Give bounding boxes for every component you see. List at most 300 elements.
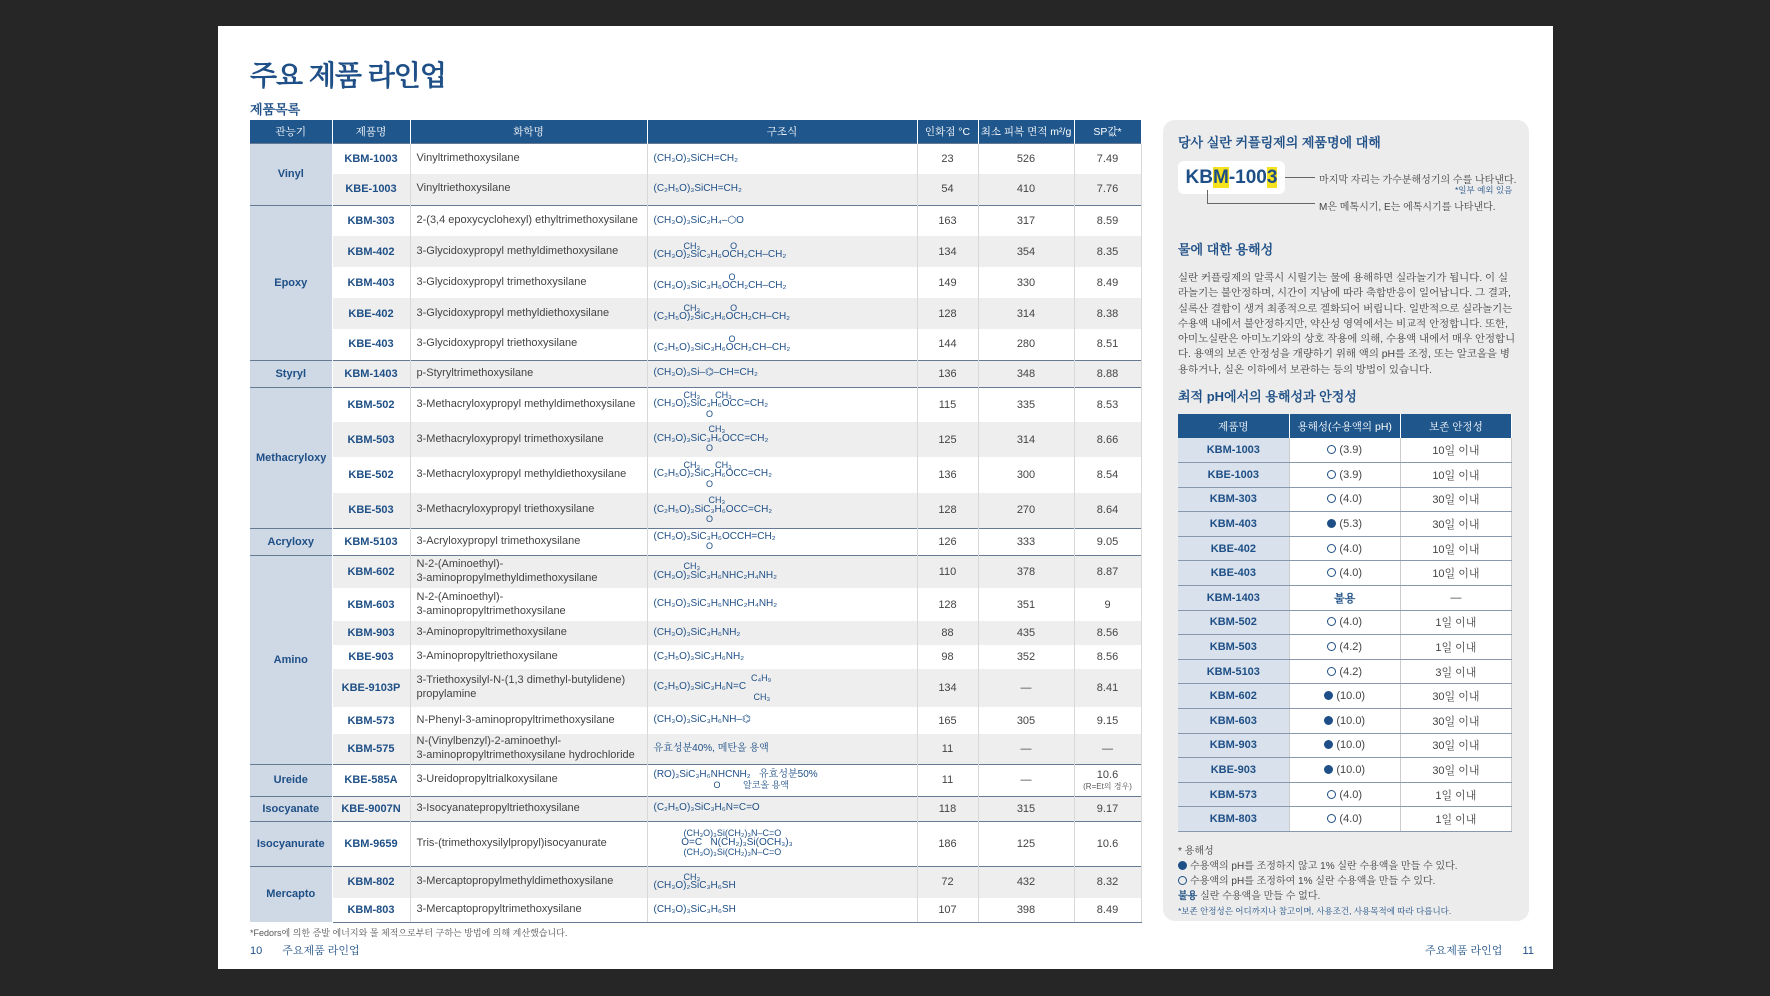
formula-bottom: CH₃	[683, 691, 771, 702]
min-coverage-area: 410	[978, 174, 1074, 205]
product-code: KBM-403	[1178, 512, 1289, 537]
chemical-name: 3-Glycidoxypropyl methyldimethoxysilane	[410, 236, 647, 267]
formula-top: CH₃ CH₃	[683, 459, 732, 470]
ph-value: (10.0)	[1336, 690, 1366, 703]
sp-number: 8.53	[1096, 398, 1119, 411]
formula-main: (CH₃O)₃SiCH=CH₂	[653, 152, 739, 164]
table-row	[250, 236, 1141, 267]
sp-value	[1074, 267, 1141, 298]
filled-circle-icon	[1324, 716, 1333, 725]
chemical-name: 3-Mercaptopropylmethyldimethoxysilane	[410, 866, 647, 898]
product-code: KBM-1003	[1178, 438, 1289, 463]
table-row	[250, 707, 1141, 734]
table-row	[250, 898, 1141, 922]
flash-point: 128	[917, 493, 978, 528]
min-coverage-area: 348	[978, 360, 1074, 387]
solubility	[1289, 438, 1400, 463]
min-coverage-area: 333	[978, 528, 1074, 555]
flash-point: 136	[917, 457, 978, 493]
sp-number: 10.6	[1096, 837, 1119, 850]
sp-value	[1074, 866, 1141, 898]
table-header-row	[1178, 414, 1512, 438]
chemical-name: 3-Glycidoxypropyl trimethoxysilane	[410, 267, 647, 298]
flash-point: 72	[917, 866, 978, 898]
sp-value	[1074, 493, 1141, 528]
product-code: KBE-903	[332, 645, 410, 669]
chemical-name: 3-Triethoxysilyl-N-(1,3 dimethyl-butylidene) propylamine	[410, 669, 647, 707]
connector-line	[1207, 190, 1315, 204]
sp-value	[1074, 329, 1141, 360]
flash-point: 149	[917, 267, 978, 298]
flash-point: 107	[917, 898, 978, 922]
structural-formula	[647, 387, 917, 422]
structural-formula	[647, 796, 917, 821]
open-circle-icon	[1327, 470, 1336, 479]
notes-head: * 용해성	[1178, 846, 1214, 857]
min-coverage-area: 317	[978, 205, 1074, 236]
solubility: 불용	[1289, 586, 1400, 611]
sp-number: 8.49	[1096, 903, 1119, 916]
ph-value: (3.9)	[1339, 468, 1363, 481]
chemical-name: 3-Methacryloxypropyl trimethoxysilane	[410, 422, 647, 457]
chemical-name: Tris-(trimethoxysilylpropyl)isocyanurate	[410, 821, 647, 866]
note-insoluble	[1178, 889, 1458, 904]
open-circle-icon	[1327, 667, 1336, 676]
product-code: KBM-803	[332, 898, 410, 922]
structural-formula	[647, 821, 917, 866]
stability-note: *보존 안정성은 어디까지나 참고이며, 사용조건, 사용목적에 따라 다릅니다.	[1178, 906, 1452, 916]
structural-formula	[647, 329, 917, 360]
product-code: KBM-603	[1178, 709, 1289, 734]
table-row	[250, 734, 1141, 764]
chemical-name: 3-Mercaptopropyltrimethoxysilane	[410, 898, 647, 922]
flash-point: 136	[917, 360, 978, 387]
column-header: 제품명	[332, 120, 410, 143]
flash-point: 128	[917, 298, 978, 329]
storage-stability: 10일 이내	[1400, 463, 1511, 488]
formula-main: (CH₃O)₃Si–⌬–CH=CH₂	[653, 367, 758, 379]
note-filled	[1178, 859, 1458, 874]
structural-formula	[647, 298, 917, 329]
column-header: 인화점 °C	[917, 120, 978, 143]
chemical-name: 3-Isocyanatepropyltriethoxysilane	[410, 796, 647, 821]
code-part: KB	[1185, 167, 1213, 188]
product-code: KBM-1003	[332, 143, 410, 174]
formula-main: (CH₃O)₃SiC₃H₆OCCH=CH₂	[653, 530, 776, 542]
sp-number: —	[1102, 742, 1113, 755]
ph-value: (10.0)	[1336, 714, 1366, 727]
chemical-name: N-2-(Aminoethyl)- 3-aminopropyltrimethoxysilane	[410, 588, 647, 621]
product-code: KBE-402	[1178, 536, 1289, 561]
filled-circle-icon	[1324, 765, 1333, 774]
ph-table-title: 최적 pH에서의 용해성과 안정성	[1178, 389, 1357, 404]
page-number: 10	[250, 945, 263, 957]
open-circle-icon	[1327, 642, 1336, 651]
structural-formula	[647, 174, 917, 205]
formula-bottom: O	[683, 478, 714, 489]
footer-label: 주요제품 라인업	[1425, 945, 1503, 957]
min-coverage-area: —	[978, 764, 1074, 796]
formula-main: (CH₃O)₃SiC₃H₆NH₂	[653, 626, 741, 638]
product-code: KBM-502	[332, 387, 410, 422]
product-code: KBM-573	[1178, 782, 1289, 807]
legend-notes	[1178, 844, 1458, 919]
formula-main: (RO)₃SiC₃H₆NHCNH₂ 유효성분50%	[653, 769, 818, 781]
flash-point: 125	[917, 422, 978, 457]
flash-point: 163	[917, 205, 978, 236]
table-row	[250, 360, 1141, 387]
structural-formula	[647, 422, 917, 457]
sp-value	[1074, 298, 1141, 329]
formula-main: (CH₃O)₃SiC₃H₆NH–⌬	[653, 714, 751, 726]
group-cell: Isocyanurate	[250, 821, 332, 866]
sp-number: 9	[1104, 598, 1111, 611]
sp-value	[1074, 669, 1141, 707]
min-coverage-area: 352	[978, 645, 1074, 669]
sp-value	[1074, 387, 1141, 422]
structural-formula	[647, 669, 917, 707]
min-coverage-area: —	[978, 669, 1074, 707]
formula-main: (CH₃O)₂SiC₃H₆SH	[653, 880, 736, 892]
chemical-name: 3-Acryloxypropyl trimethoxysilane	[410, 528, 647, 555]
chemical-name: 3-Ureidopropyltrialkoxysilane	[410, 764, 647, 796]
flash-point: 165	[917, 707, 978, 734]
sp-value	[1074, 898, 1141, 922]
formula-main: (C₂H₅O)₃SiC₃H₆OCH₂CH–CH₂	[653, 342, 791, 354]
product-code: KBE-1003	[1178, 463, 1289, 488]
table-row	[1178, 586, 1512, 611]
min-coverage-area: 378	[978, 555, 1074, 588]
min-coverage-area: 125	[978, 821, 1074, 866]
sp-value	[1074, 360, 1141, 387]
formula-top: CH₃	[683, 495, 726, 506]
structural-formula	[647, 267, 917, 298]
table-row	[1178, 438, 1512, 463]
table-row	[1178, 807, 1512, 832]
chemical-name: 3-Methacryloxypropyl methyldimethoxysilane	[410, 387, 647, 422]
flash-point: 98	[917, 645, 978, 669]
sp-number: 8.87	[1096, 565, 1119, 578]
sp-value	[1074, 174, 1141, 205]
column-header: 화학명	[410, 120, 647, 143]
solubility	[1289, 684, 1400, 709]
product-code: KBM-5103	[1178, 659, 1289, 684]
solubility	[1289, 610, 1400, 635]
table-row	[250, 143, 1141, 174]
code-highlight: M	[1213, 167, 1229, 188]
product-code: KBM-802	[332, 866, 410, 898]
ph-value: (10.0)	[1336, 739, 1366, 752]
ph-value: (4.0)	[1339, 567, 1363, 580]
flash-point: 11	[917, 734, 978, 764]
sp-number: 9.15	[1096, 714, 1119, 727]
formula-top: O	[683, 333, 736, 344]
ph-value: (4.0)	[1339, 493, 1363, 506]
sp-value	[1074, 734, 1141, 764]
solubility	[1289, 758, 1400, 783]
naming-title: 당사 실란 커플링제의 제품명에 대해	[1178, 135, 1381, 150]
sp-number: 8.56	[1096, 651, 1119, 663]
min-coverage-area: —	[978, 734, 1074, 764]
formula-bottom: O	[683, 408, 714, 419]
min-coverage-area: 270	[978, 493, 1074, 528]
formula-main: (CH₃O)₃SiC₃H₆OCH₂CH–CH₂	[653, 280, 787, 292]
structural-formula	[647, 360, 917, 387]
sp-number: 8.38	[1096, 307, 1119, 320]
structural-formula	[647, 588, 917, 621]
table-row	[250, 645, 1141, 669]
product-code: KBE-503	[332, 493, 410, 528]
group-cell: Mercapto	[250, 866, 332, 922]
solubility	[1289, 536, 1400, 561]
product-code: KBM-573	[332, 707, 410, 734]
min-coverage-area: 314	[978, 298, 1074, 329]
solubility	[1289, 463, 1400, 488]
sp-value	[1074, 555, 1141, 588]
flash-point: 144	[917, 329, 978, 360]
group-cell: Amino	[250, 555, 332, 764]
min-coverage-area: 305	[978, 707, 1074, 734]
product-code: KBE-502	[332, 457, 410, 493]
solubility	[1289, 807, 1400, 832]
flash-point: 115	[917, 387, 978, 422]
note-text: 실란 수용액을 만들 수 없다.	[1200, 891, 1321, 902]
solubility	[1289, 561, 1400, 586]
table-row	[250, 555, 1141, 588]
chemical-name: p-Styryltrimethoxysilane	[410, 360, 647, 387]
product-code: KBE-403	[1178, 561, 1289, 586]
product-code: KBE-1003	[332, 174, 410, 205]
ph-value: (4.2)	[1339, 641, 1363, 654]
product-code: KBE-9103P	[332, 669, 410, 707]
filled-circle-icon	[1178, 861, 1187, 870]
solubility-title: 물에 대한 용해성	[1178, 242, 1274, 257]
sp-number: 8.88	[1096, 367, 1119, 380]
storage-stability: 30일 이내	[1400, 487, 1511, 512]
info-panel	[1163, 120, 1529, 921]
brochure-spread	[218, 26, 1553, 969]
ph-table	[1178, 414, 1512, 832]
min-coverage-area: 335	[978, 387, 1074, 422]
flash-point: 11	[917, 764, 978, 796]
min-coverage-area: 351	[978, 588, 1074, 621]
formula-bottom: O 알코올 용액	[683, 779, 789, 790]
sp-note: (R=Et의 경우)	[1083, 781, 1132, 791]
table-row	[250, 387, 1141, 422]
table-row	[1178, 536, 1512, 561]
product-code: KBM-603	[332, 588, 410, 621]
formula-main: (C₂H₅O)₃SiCH=CH₂	[653, 183, 742, 194]
flash-point: 186	[917, 821, 978, 866]
structural-formula	[647, 734, 917, 764]
structural-formula	[647, 898, 917, 922]
ph-value: (10.0)	[1336, 764, 1366, 777]
min-coverage-area: 314	[978, 422, 1074, 457]
flash-point: 23	[917, 143, 978, 174]
page-number: 11	[1522, 945, 1534, 957]
formula-main: (CH₃O)₂SiC₃H₆OCH₂CH–CH₂	[653, 249, 787, 261]
structural-formula	[647, 205, 917, 236]
filled-circle-icon	[1324, 691, 1333, 700]
connector-line	[1285, 177, 1315, 178]
column-header: 용해성(수용액의 pH)	[1289, 414, 1400, 438]
formula-top: CH₃ O	[683, 241, 738, 252]
sp-value	[1074, 143, 1141, 174]
solubility	[1289, 709, 1400, 734]
sp-number: 8.66	[1096, 433, 1119, 446]
footer-label: 주요제품 라인업	[282, 945, 360, 957]
formula-top: CH₃	[683, 561, 701, 572]
open-circle-icon	[1327, 617, 1336, 626]
group-cell: Vinyl	[250, 143, 332, 205]
product-code: KBE-402	[332, 298, 410, 329]
product-code: KBE-585A	[332, 764, 410, 796]
naming-note: 마지막 자리는 가수분해성기의 수를 나타낸다.	[1319, 175, 1517, 186]
table-row	[250, 764, 1141, 796]
storage-stability: 1일 이내	[1400, 807, 1511, 832]
sp-value	[1074, 457, 1141, 493]
table-row	[250, 174, 1141, 205]
structural-formula	[647, 493, 917, 528]
table-row	[250, 457, 1141, 493]
product-code: KBM-1403	[332, 360, 410, 387]
table-row	[250, 493, 1141, 528]
group-cell: Epoxy	[250, 205, 332, 360]
product-code: KBM-402	[332, 236, 410, 267]
table-row	[250, 821, 1141, 866]
product-table	[250, 120, 1142, 923]
sp-number: 8.32	[1096, 876, 1119, 889]
formula-main: (C₂H₅O)₂SiC₃H₆OCC=CH₂	[653, 468, 773, 480]
storage-stability: 10일 이내	[1400, 438, 1511, 463]
storage-stability: 3일 이내	[1400, 659, 1511, 684]
group-cell: Isocyanate	[250, 796, 332, 821]
formula-top: CH₃ O	[683, 303, 738, 314]
formula-main: (CH₃O)₂SiC₃H₆NHC₂H₄NH₂	[653, 569, 777, 581]
formula-top: CH₃	[683, 424, 726, 435]
table-row	[250, 588, 1141, 621]
solubility	[1289, 635, 1400, 660]
product-code: KBM-502	[1178, 610, 1289, 635]
ph-value: (4.2)	[1339, 665, 1363, 678]
formula-top: C₄H₉	[683, 672, 772, 683]
chemical-name: 3-Aminopropyltrimethoxysilane	[410, 621, 647, 645]
column-header: 보존 안정성	[1400, 414, 1511, 438]
formula-main: (C₂H₅O)₃SiC₃H₆N=C=O	[653, 802, 760, 814]
table-row	[1178, 635, 1512, 660]
open-circle-icon	[1178, 876, 1187, 885]
chemical-name: 3-Glycidoxypropyl methyldiethoxysilane	[410, 298, 647, 329]
sp-number: 8.56	[1096, 627, 1119, 639]
chemical-name: N-2-(Aminoethyl)- 3-aminopropylmethyldimethoxysilane	[410, 555, 647, 588]
sp-value	[1074, 821, 1141, 866]
note-text: 수용액의 pH를 조정하지 않고 1% 실란 수용액을 만들 수 있다.	[1190, 861, 1458, 872]
formula-main: (CH₃O)₃SiC₂H₄–⬡O	[653, 214, 744, 226]
table-row	[250, 329, 1141, 360]
footer-left	[250, 942, 360, 958]
storage-stability: 10일 이내	[1400, 536, 1511, 561]
table-row	[250, 298, 1141, 329]
ph-value: (5.3)	[1339, 518, 1363, 531]
group-cell: Ureide	[250, 764, 332, 796]
filled-circle-icon	[1327, 519, 1336, 528]
structural-formula	[647, 645, 917, 669]
formula-main: (CH₃O)₃SiC₃H₆SH	[653, 903, 736, 915]
storage-stability: 1일 이내	[1400, 610, 1511, 635]
product-code: KBM-503	[332, 422, 410, 457]
note-text: 수용액의 pH를 조정하여 1% 실란 수용액을 만들 수 있다.	[1190, 876, 1436, 887]
product-code: KBM-602	[332, 555, 410, 588]
formula-top: O	[683, 272, 736, 283]
structural-formula	[647, 457, 917, 493]
chemical-name: N-Phenyl-3-aminopropyltrimethoxysilane	[410, 707, 647, 734]
flash-point: 118	[917, 796, 978, 821]
ph-value: (3.9)	[1339, 444, 1363, 457]
min-coverage-area: 300	[978, 457, 1074, 493]
product-code: KBM-303	[1178, 487, 1289, 512]
table-row	[1178, 684, 1512, 709]
solubility	[1289, 733, 1400, 758]
sp-value	[1074, 528, 1141, 555]
product-code: KBM-303	[332, 205, 410, 236]
column-header: 제품명	[1178, 414, 1289, 438]
sp-value	[1074, 796, 1141, 821]
sp-value	[1074, 707, 1141, 734]
formula-bottom: O	[683, 443, 714, 454]
open-circle-icon	[1327, 814, 1336, 823]
ph-value: (4.0)	[1339, 813, 1363, 826]
flash-point: 134	[917, 669, 978, 707]
solubility	[1289, 512, 1400, 537]
open-circle-icon	[1327, 790, 1336, 799]
table-row	[250, 267, 1141, 298]
formula-main: (CH₃O)₂SiC₃H₆OCC=CH₂	[653, 398, 769, 409]
chemical-name: N-(Vinylbenzyl)-2-aminoethyl- 3-aminopropyltrimethoxysilane hydrochloride	[410, 734, 647, 764]
formula-main: (C₂H₅O)₂SiC₃H₆OCH₂CH–CH₂	[653, 311, 791, 323]
storage-stability: 30일 이내	[1400, 709, 1511, 734]
table-row	[1178, 512, 1512, 537]
storage-stability: 30일 이내	[1400, 684, 1511, 709]
ph-value: (4.0)	[1339, 788, 1363, 801]
open-circle-icon	[1327, 494, 1336, 503]
product-code: KBM-403	[332, 267, 410, 298]
product-code: KBM-602	[1178, 684, 1289, 709]
sp-value	[1074, 621, 1141, 645]
table-row	[1178, 733, 1512, 758]
flash-point: 128	[917, 588, 978, 621]
formula-bottom: (CH₃O)₃Si(CH₂)₃N–C=O	[683, 847, 782, 858]
table-row	[250, 528, 1141, 555]
storage-stability: 30일 이내	[1400, 512, 1511, 537]
product-code: KBE-403	[332, 329, 410, 360]
column-header: 최소 피복 면적 m²/g	[978, 120, 1074, 143]
open-circle-icon	[1327, 544, 1336, 553]
ph-value: (4.0)	[1339, 542, 1363, 555]
min-coverage-area: 354	[978, 236, 1074, 267]
solubility-text: 실란 커플링제의 알콕시 시릴기는 물에 용해하면 실라놀기가 됩니다. 이 실라놀기는 불안정하며, 시간이 지남에 따라 축합반응이 일어납니다. 그 결과, 실록산 결합이 생겨 최종적으로 겔화되어 버립니다. 일반적으로 실라놀기는 수용액 내에서 불안정하지만, 약산성 영역에서는 비교적 안정합니다. 또한, 아미노실란은 아미노기와의 상호 작용에 의해, 수용액 내에서 매우 안정합니다. 용액의 보존 안정성을 개량하기 위해 액의 pH를 조정, 또는 알코올을 병용하거나, 실온 이하에서 보관하는 등의 방법이 있습니다.	[1178, 273, 1516, 376]
product-code: KBM-575	[332, 734, 410, 764]
product-code: KBM-503	[1178, 635, 1289, 660]
naming-note-sub: *일부 예외 있음	[1455, 185, 1513, 195]
chemical-name: 3-Methacryloxypropyl methyldiethoxysilane	[410, 457, 647, 493]
column-header: 구조식	[647, 120, 917, 143]
sp-number: 8.59	[1096, 214, 1119, 227]
table-row	[1178, 659, 1512, 684]
chemical-name: 3-Glycidoxypropyl triethoxysilane	[410, 329, 647, 360]
group-cell: Styryl	[250, 360, 332, 387]
sp-number: 9.05	[1096, 535, 1119, 548]
group-cell: Acryloxy	[250, 528, 332, 555]
